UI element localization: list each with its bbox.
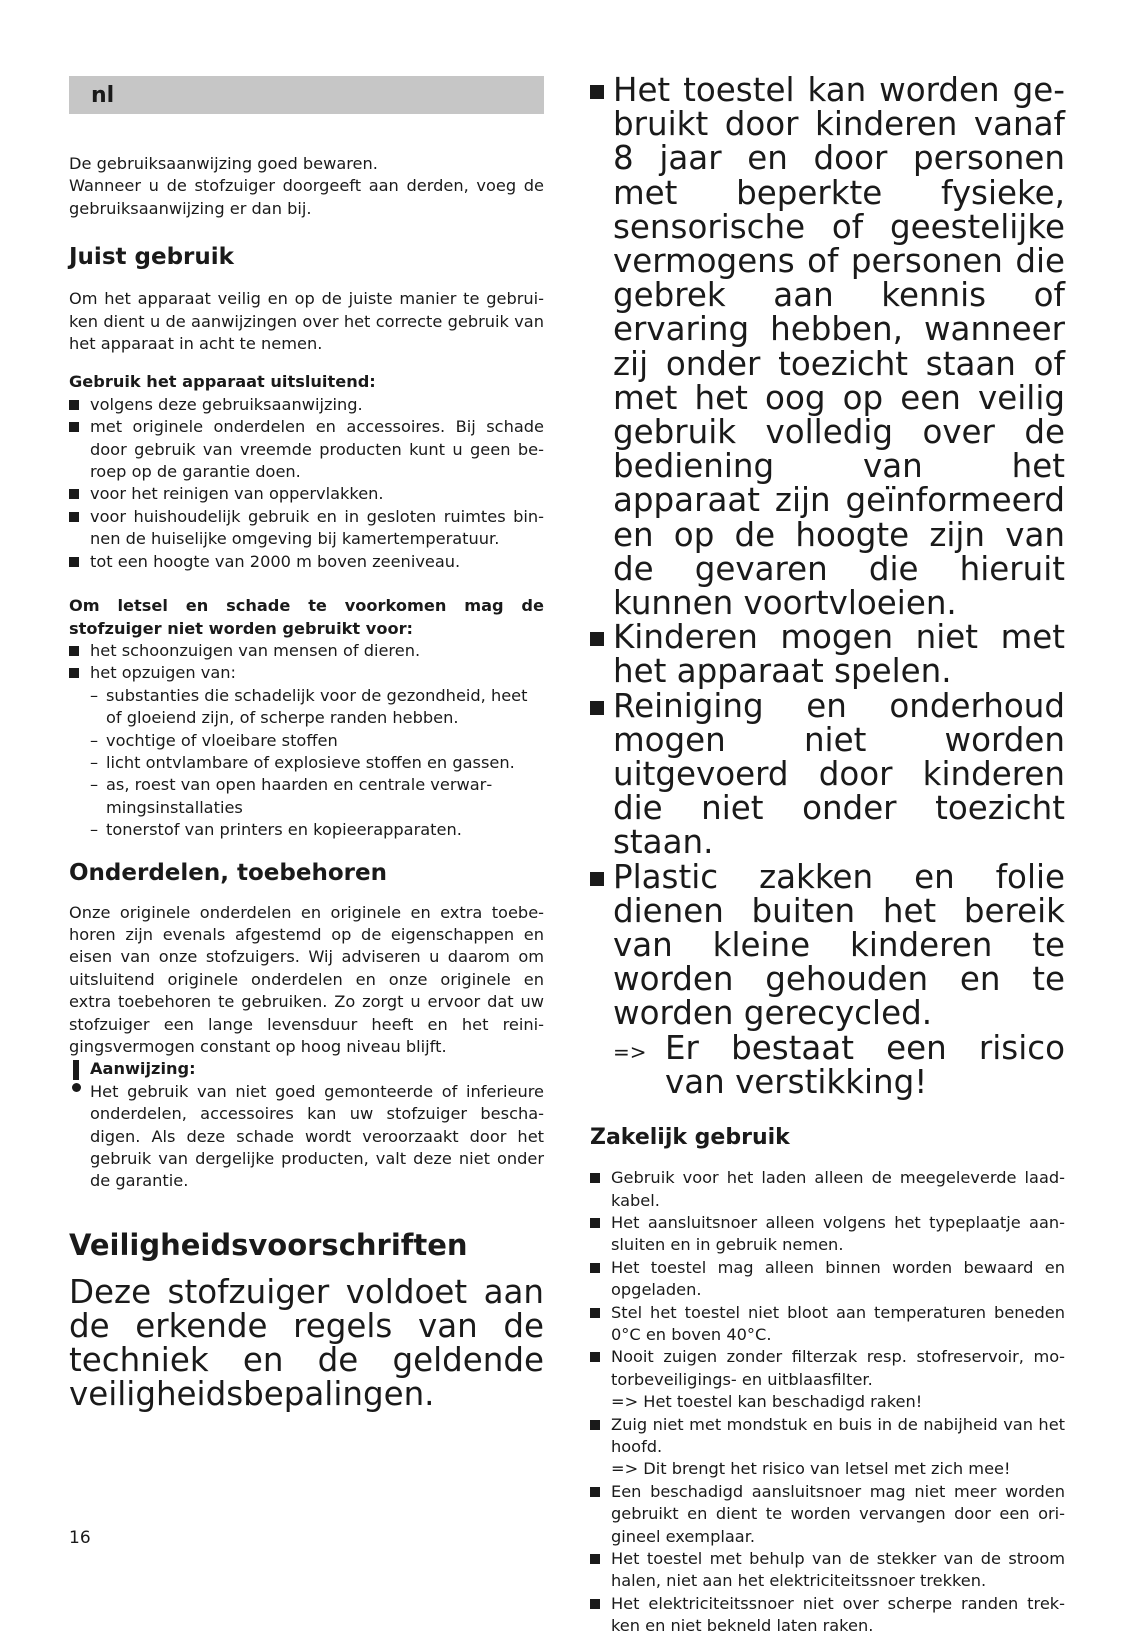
list-item: het schoonzuigen van mensen of dieren.	[69, 640, 544, 662]
square-bullet-icon	[590, 1263, 600, 1273]
dash-item: – vochtige of vloeibare stoffen	[90, 730, 544, 752]
square-bullet-icon	[69, 422, 79, 432]
square-bullet-icon	[590, 701, 604, 715]
intro-line-2: Wanneer u de stofzuiger doorgeeft aan derden, voeg de gebruiksaanwijzing er dan bij.	[69, 176, 544, 218]
suffocation-warning: => Er bestaat een risico van verstikking!	[613, 1028, 1065, 1101]
list-item: tot een hoogte van 2000 m boven zeeniveau.	[69, 551, 544, 573]
square-bullet-icon	[590, 1308, 600, 1318]
list-item: Een beschadigd aansluitsnoer mag niet meer worden gebruikt en dient te worden vervangen door een origineel exemplaar.	[590, 1481, 1065, 1548]
arrow-icon: =>	[613, 1039, 647, 1064]
dash-icon: –	[90, 685, 99, 705]
square-bullet-icon	[590, 872, 604, 886]
list-item: Het toestel met behulp van de stekker van de stroom halen, niet aan het elektriciteitssnoer trekken.	[590, 1548, 1065, 1593]
page-number: 16	[69, 1528, 91, 1548]
square-bullet-icon	[69, 489, 79, 499]
dash-item: – substanties die schadelijk voor de gezondheid, heet of gloeiend zijn, of scherpe randen hebben.	[90, 685, 528, 728]
square-bullet-icon	[590, 632, 604, 646]
dash-icon: –	[90, 752, 99, 772]
square-bullet-icon	[590, 1352, 600, 1362]
list-item: Plastic zakken en folie dienen buiten het bereik van kleine kinderen te worden gehouden en te worden gerecycled.	[590, 860, 1065, 1031]
list-item: Het toestel kan worden gebruikt door kinderen vanaf 8 jaar en door personen met beperkte fysieke, sensorische of geestelijke vermogens of personen die gebrek aan kennis of ervaring hebben, wanneer zij onder toezicht staan of met het oog op een veilig gebruik volledig over de bediening van het apparaat zijn geïnformeerd en op de hoogte zijn van de gevaren die hieruit kunnen voortvloeien.	[590, 73, 1065, 620]
juist-subheading-1: Gebruik het apparaat uitsluitend:	[69, 372, 376, 392]
note-title: Aanwijzing:	[90, 1059, 196, 1079]
dash-icon: –	[90, 775, 99, 795]
intro-line-1: De gebruiksaanwijzing goed bewaren.	[69, 154, 378, 173]
dash-icon: –	[90, 730, 99, 750]
list-item: voor huishoudelijk gebruik en in gesloten ruimtes binnen de huiselijke omgeving bij kamertemperatuur.	[69, 506, 544, 551]
list-item: Stel het toestel niet bloot aan temperaturen beneden 0°C en boven 40°C.	[590, 1302, 1065, 1347]
list-item: met originele onderdelen en accessoires. Bij schade door gebruik van vreemde producten kunt u geen beroep op de garantie doen.	[69, 416, 544, 483]
list-item: voor het reinigen van oppervlakken.	[69, 483, 544, 505]
zakelijk-list	[590, 1167, 1065, 1638]
square-bullet-icon	[590, 1218, 600, 1228]
list-item: Zuig niet met mondstuk en buis in de nabijheid van het hoofd. => Dit brengt het risico van letsel met zich mee!	[590, 1414, 1065, 1481]
list-item: Het toestel mag alleen binnen worden bewaard en opgeladen.	[590, 1257, 1065, 1302]
heading-onderdelen: Onderdelen, toebehoren	[69, 859, 387, 886]
square-bullet-icon	[590, 1599, 600, 1609]
list-item: Gebruik voor het laden alleen de meegeleverde laadkabel.	[590, 1167, 1065, 1212]
note-text: Het gebruik van niet goed gemonteerde of inferieure onderdelen, accessoires kan uw stofzuiger beschadigen. Als deze schade wordt veroorzaakt door het gebruik van dergelijke producten, valt deze niet onder de garantie.	[90, 1081, 544, 1191]
square-bullet-icon	[590, 1173, 600, 1183]
square-bullet-icon	[590, 1420, 600, 1430]
dash-item: – as, roest van open haarden en centrale verwarmingsinstallaties	[90, 775, 493, 817]
consequence-note: => Het toestel kan beschadigd raken!	[611, 1392, 923, 1412]
consequence-note: => Dit brengt het risico van letsel met zich mee!	[611, 1459, 1011, 1479]
dash-item: – tonerstof van printers en kopieerapparaten.	[90, 819, 544, 841]
language-bar	[69, 76, 544, 114]
list-item: het opzuigen van:	[69, 662, 544, 684]
square-bullet-icon	[69, 668, 79, 678]
list-item: Het aansluitsnoer alleen volgens het typeplaatje aansluiten en in gebruik nemen.	[590, 1212, 1065, 1257]
note-block	[69, 1058, 544, 1192]
right-column	[590, 73, 1065, 1638]
dash-icon: –	[90, 820, 99, 840]
square-bullet-icon	[69, 400, 79, 410]
square-bullet-icon	[69, 646, 79, 656]
safety-list	[590, 73, 1065, 1031]
juist-list-2	[69, 640, 544, 685]
left-column	[69, 76, 544, 1412]
list-item: Nooit zuigen zonder filterzak resp. stofreservoir, motorbeveiligings- en uitblaasfilter. => Het toestel kan beschadigd raken!	[590, 1346, 1065, 1413]
heading-zakelijk: Zakelijk gebruik	[590, 1125, 790, 1151]
heading-juist-gebruik: Juist gebruik	[69, 244, 234, 271]
square-bullet-icon	[69, 557, 79, 567]
dash-list	[69, 685, 544, 842]
veiligheid-statement: Deze stofzuiger voldoet aan de erkende regels van de techniek en de geldende veiligheidsbepalingen.	[69, 1272, 544, 1414]
square-bullet-icon	[590, 1487, 600, 1497]
list-item: volgens deze gebruiksaanwijzing.	[69, 394, 544, 416]
list-item: Reiniging en onderhoud mogen niet worden uitgevoerd door kinderen die niet onder toezicht staan.	[590, 689, 1065, 860]
square-bullet-icon	[590, 1554, 600, 1564]
dash-item: – licht ontvlambare of explosieve stoffen en gassen.	[90, 752, 544, 774]
list-item: Kinderen mogen niet met het apparaat spelen.	[590, 620, 1065, 688]
language-code: nl	[91, 82, 115, 108]
list-item: Het elektriciteitssnoer niet over scherpe randen trekken en niet bekneld laten raken.	[590, 1593, 1065, 1638]
heading-veiligheid: Veiligheidsvoorschriften	[69, 1227, 468, 1262]
onderdelen-paragraph: Onze originele onderdelen en originele en extra toebehoren zijn evenals afgestemd op de eigenschappen en eisen van onze stofzuigers. Wij adviseren u daarom om uitsluitend originele onderdelen en onze originele en extra toebehoren te gebruiken. Zo zorgt u ervoor dat uw stofzuiger een lange levensduur heeft en het reinigingsvermogen constant op hoog niveau blijft.	[69, 902, 544, 1056]
exclamation-icon	[69, 1060, 83, 1092]
juist-subheading-2: Om letsel en schade te voorkomen mag de stofzuiger niet worden gebruikt voor:	[69, 596, 544, 638]
juist-paragraph: Om het apparaat veilig en op de juiste manier te gebruiken dient u de aanwijzingen over het correcte gebruik van het apparaat in acht te nemen.	[69, 289, 544, 354]
square-bullet-icon	[69, 512, 79, 522]
juist-list	[69, 394, 544, 573]
square-bullet-icon	[590, 85, 604, 99]
